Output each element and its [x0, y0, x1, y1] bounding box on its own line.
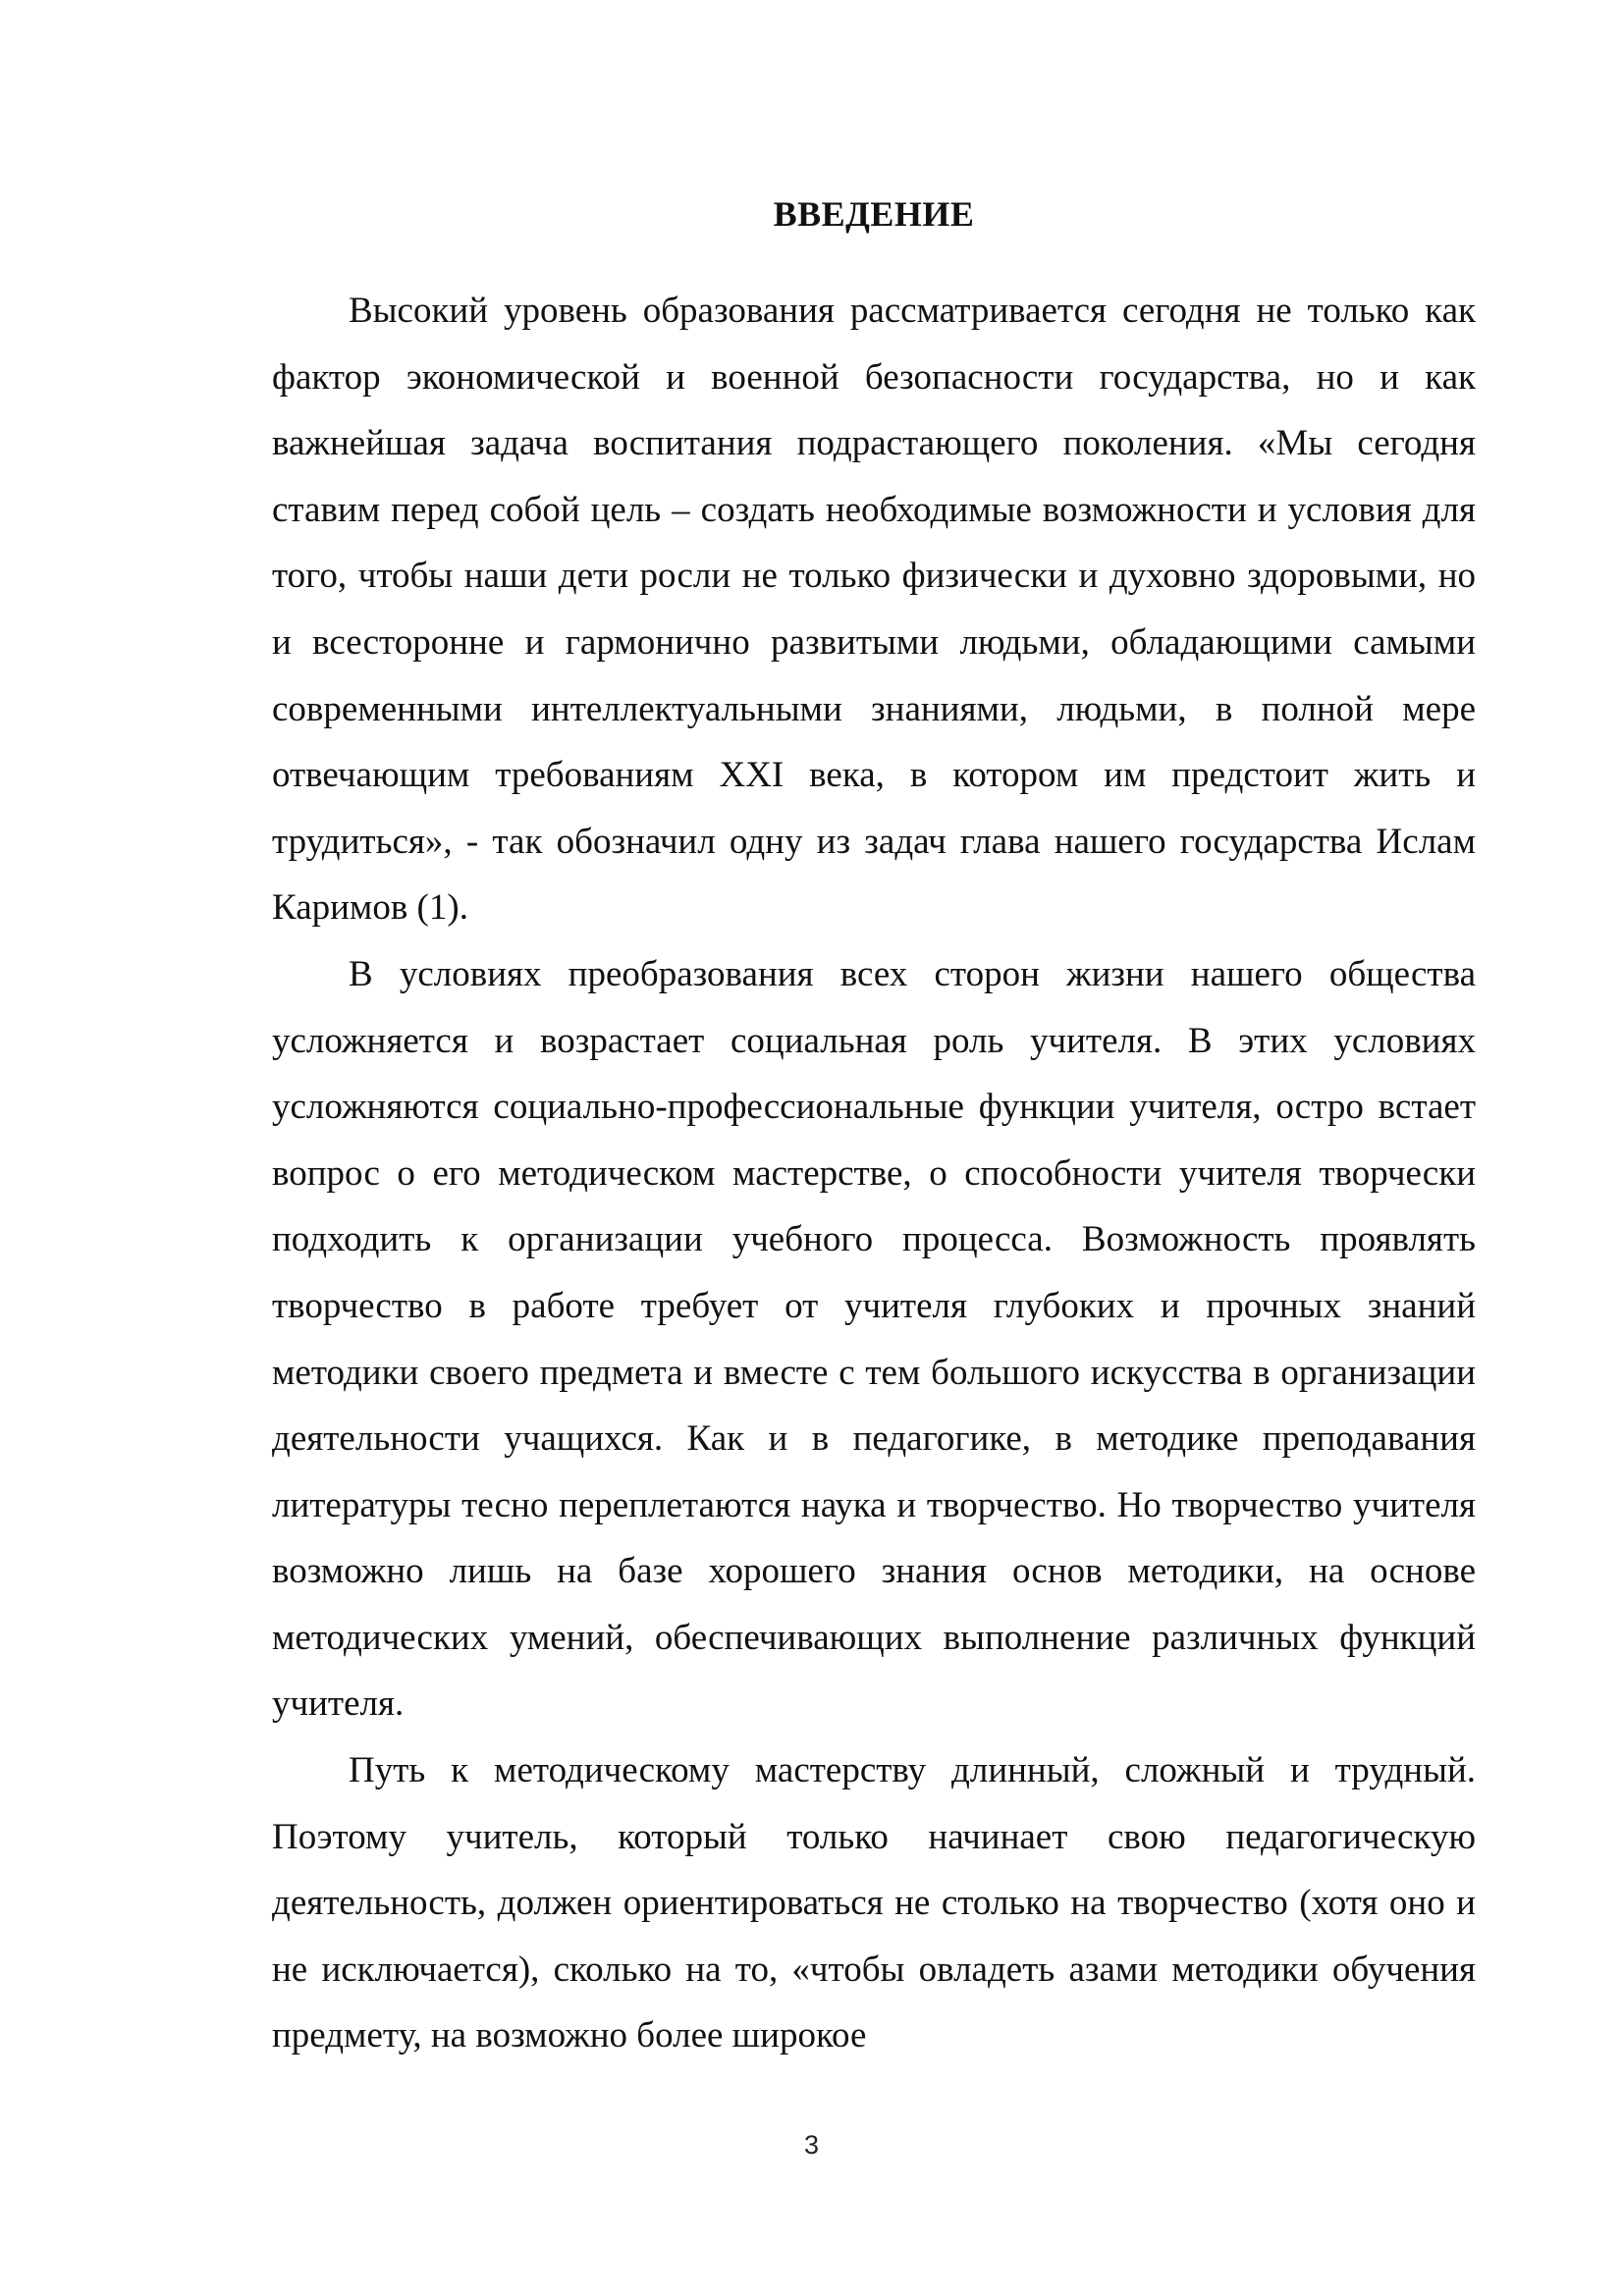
page-number: 3	[803, 2130, 820, 2160]
page-title: ВВЕДЕНИЕ	[773, 194, 975, 234]
paragraph-3: Путь к методическому мастерству длинный, сложный и трудный. Поэтому учитель, который только начинает свою педагогическую деятельность, должен ориентироваться не столько на творчество (хотя оно и не исключается), сколько на то, «чтобы овладеть азами методики обучения предмету, на возможно более широкое	[272, 1750, 1476, 2056]
paragraph-1: Высокий уровень образования рассматривается сегодня не только как фактор экономической и военной безопасности государства, но и как важнейшая задача воспитания подрастающего поколения. «Мы сегодня ставим перед собой цель – создать необходимые возможности и условия для того, чтобы наши дети росли не только физически и духовно здоровыми, но и всесторонне и гармонично развитыми людьми, обладающими самыми современными интеллектуальными знаниями, людьми, в полной мере отвечающим требованиям XXI века, в котором им предстоит жить и трудиться», - так обозначил одну из задач глава нашего государства Ислам Каримов (1).	[272, 291, 1476, 929]
body-text	[272, 278, 1476, 2069]
paragraph-2: В условиях преобразования всех сторон жизни нашего общества усложняется и возрастает социальная роль учителя. В этих условиях усложняются социально-профессиональные функции учителя, остро встает вопрос о его методическом мастерстве, о способности учителя творчески подходить к организации учебного процесса. Возможность проявлять творчество в работе требует от учителя глубоких и прочных знаний методики своего предмета и вместе с тем большого искусства в организации деятельности учащихся. Как и в педагогике, в методике преподавания литературы тесно переплетаются наука и творчество. Но творчество учителя возможно лишь на базе хорошего знания основ методики, на основе методических умений, обеспечивающих выполнение различных функций учителя.	[272, 953, 1476, 1725]
